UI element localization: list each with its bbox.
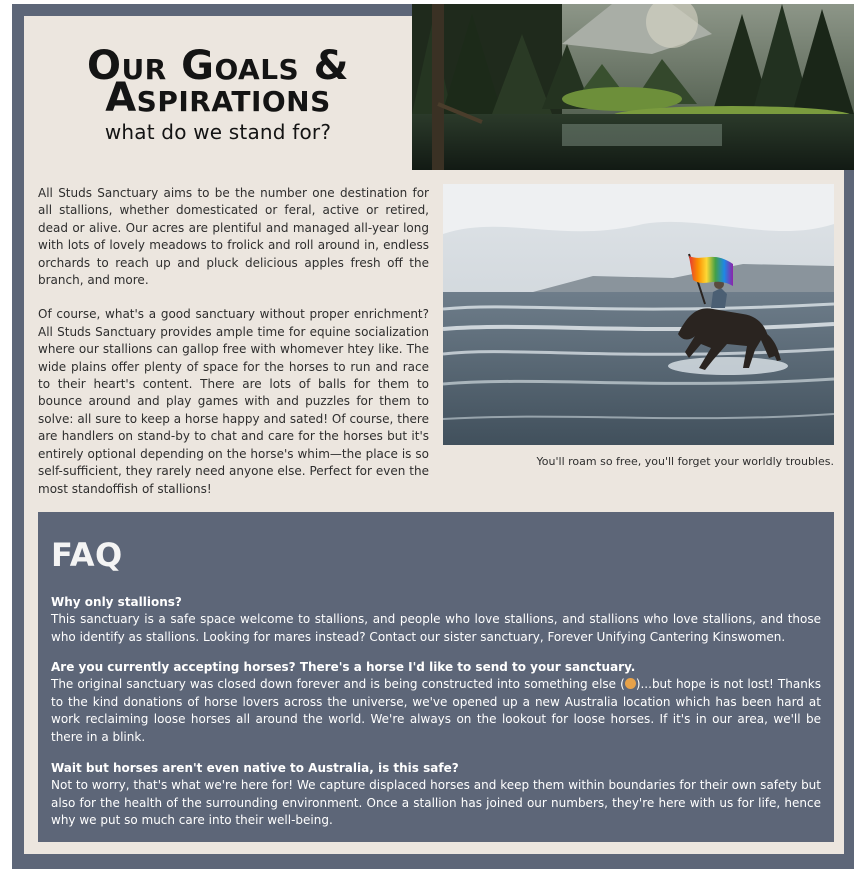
faq-answer: This sanctuary is a safe space welcome to stallions, and people who love stallions, and stallions who love stallions, and those who identify as stallions. Looking for mares instead? Contact our sister sanctuary, Forever Unifying Cantering Kinswomen. <box>51 612 821 644</box>
forest-lake-image <box>412 4 854 170</box>
grinning-face-icon <box>625 678 636 689</box>
image-caption: You'll roam so free, you'll forget your worldly troubles. <box>536 455 834 468</box>
faq-answer-start: The original sanctuary was closed down forever and is being constructed into something else ( <box>51 677 625 692</box>
intro-paragraph: All Studs Sanctuary aims to be the number one destination for all stallions, whether domesticated or feral, active or retired, dead or alive. Our acres are plentiful and managed all-year long with lots of lovely meadows to frolick and roll around in, endless orchards to reach up and pluck delicious apples fresh off the branch, and more. <box>38 186 429 288</box>
faq-item <box>51 659 821 746</box>
faq-answer: Not to worry, that's what we're here for! We capture displaced horses and keep them within boundaries for their own safety but also for the health of the surrounding environment. Once a stallion has joined our numbers, they're here with us for life, hence why we put so much care into their well-being. <box>51 778 821 828</box>
page-header <box>24 16 412 166</box>
page-title: Our Goals & Aspirations <box>86 43 350 121</box>
faq-item <box>51 760 821 830</box>
intro-paragraph: Of course, what's a good sanctuary without proper enrichment? All Studs Sanctuary provides ample time for equine socialization where our stallions can gallop free with whomever htey like. The wide plains offer plenty of space for the horses to run and race to their heart's content. There are lots of balls for them to bounce around and play games with and puzzles for them to solve: all sure to keep a horse happy and sated! Of course, there are handlers on stand-by to chat and care for the horses but it's entirely optional depending on the horse's whim—the place is so self-sufficient, they rarely need anyone else. Perfect for even the most standoffish of stallions! <box>38 307 429 496</box>
faq-question: Are you currently accepting horses? There's a horse I'd like to send to your sanctuary. <box>51 660 636 674</box>
page-subtitle: what do we stand for? <box>104 120 332 144</box>
faq-item <box>51 594 821 646</box>
faq-section <box>38 512 834 842</box>
beach-rider-image <box>443 184 834 445</box>
faq-title: FAQ <box>51 536 123 574</box>
intro-text <box>38 185 429 515</box>
faq-question: Why only stallions? <box>51 595 182 609</box>
faq-question: Wait but horses aren't even native to Australia, is this safe? <box>51 761 459 775</box>
faq-answer-end: )...but hope is not lost! Thanks to the kind donations of horse lovers across the universe, we've opened up a new Australia location which has been hard at work reclaiming loose horses all around the world. We're always on the lookout for loose horses. If it's in our area, we'll be there in a blink. <box>51 677 821 744</box>
